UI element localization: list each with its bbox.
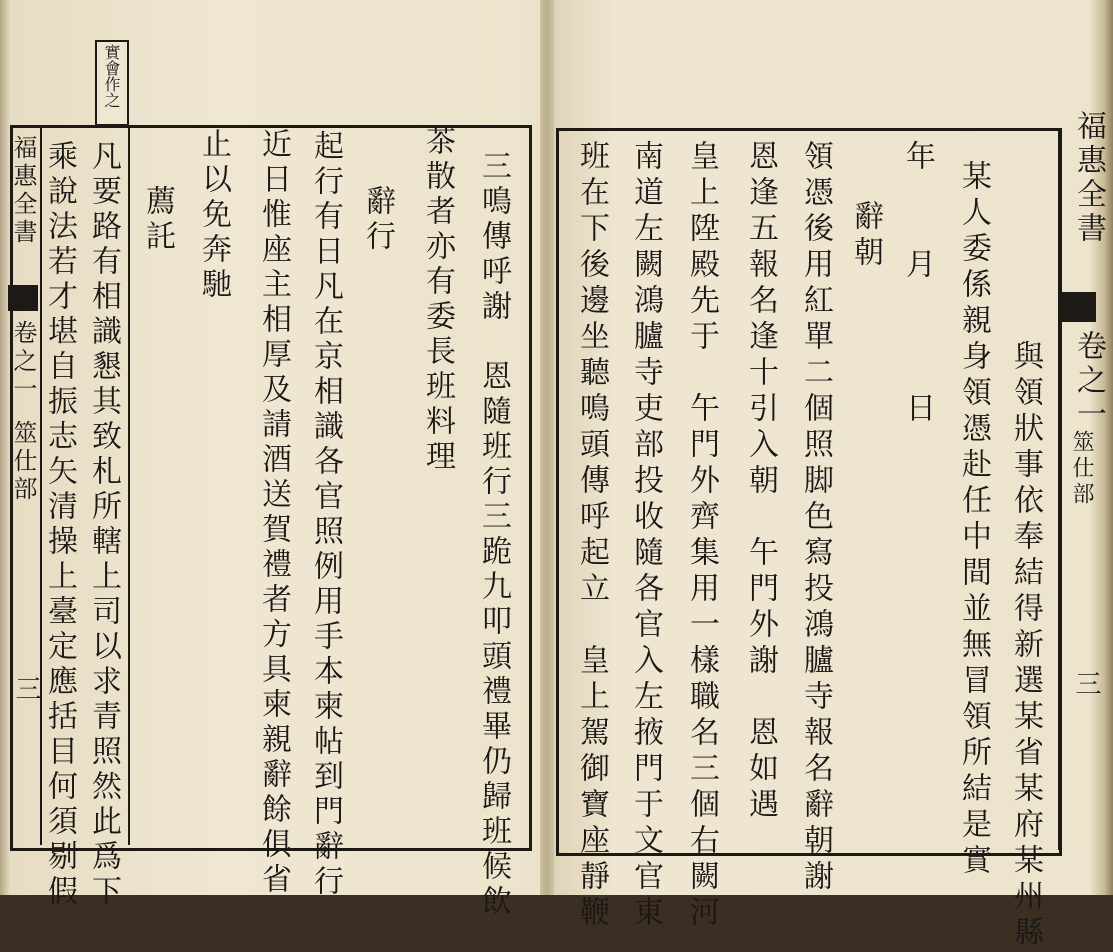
right-margin-volume: 卷之一	[1071, 330, 1106, 432]
right-col-7: 皇上陞殿先于 午門外齊集用一樣職名三個右闕河	[684, 140, 719, 932]
right-margin-section: 筮仕部	[1069, 430, 1094, 508]
left-col-7: 薦託	[140, 185, 175, 255]
right-margin-title: 福惠全書	[1071, 110, 1106, 246]
right-col-2: 某人委係親身領憑赴任中間並無冒領所結是實	[956, 160, 991, 880]
left-col-6: 止以免奔馳	[196, 128, 231, 303]
left-fold-mark	[8, 285, 38, 311]
right-col-5: 領憑後用紅單二個照脚色寫投鴻臚寺報名辭朝謝	[798, 140, 833, 896]
right-page-number: 三	[1071, 670, 1101, 696]
left-margin-volume: 卷之一	[9, 320, 37, 404]
right-margin-rule	[1058, 128, 1060, 850]
book-gutter	[540, 0, 554, 895]
right-col-3: 年 月 日	[900, 140, 935, 428]
right-col-8: 南道左闕鴻臚寺吏部投收隨各官入左掖門于文官東	[628, 140, 663, 932]
left-margin-rule	[128, 128, 130, 845]
left-col-9: 乘說法若才堪自振志矢清操上臺定應括目何須剔假	[42, 140, 77, 910]
left-col-4: 起行有日凡在京相識各官照例用手本柬帖到門辭行	[308, 130, 343, 900]
left-col-2: 茶散者亦有委長班料理	[420, 125, 455, 475]
right-col-9: 班在下後邊坐聽鳴頭傳呼起立 皇上駕御寶座靜鞭	[574, 140, 609, 932]
left-col-3: 辭行	[360, 185, 395, 255]
left-page-number: 三	[11, 675, 41, 701]
right-col-4: 辭朝	[848, 200, 883, 272]
left-col-8: 凡要路有相識懇其致札所轄上司以求青照然此爲下	[86, 140, 121, 910]
left-header-text: 實會作之	[102, 44, 121, 108]
left-margin-title: 福惠全書	[9, 135, 37, 247]
right-col-1: 與領狀事依奉結得新選某省某府某州縣	[1008, 340, 1043, 952]
left-col-5: 近日惟座主相厚及請酒送賀禮者方具柬親辭餘俱省	[256, 128, 291, 898]
left-col-1: 三鳴傳呼謝 恩隨班行三跪九叩頭禮畢仍歸班候飲	[476, 150, 511, 920]
right-fold-mark	[1062, 292, 1096, 322]
left-margin-section: 筮仕部	[9, 420, 37, 504]
right-col-6: 恩逢五報名逢十引入朝 午門外謝 恩如遇	[743, 140, 778, 824]
